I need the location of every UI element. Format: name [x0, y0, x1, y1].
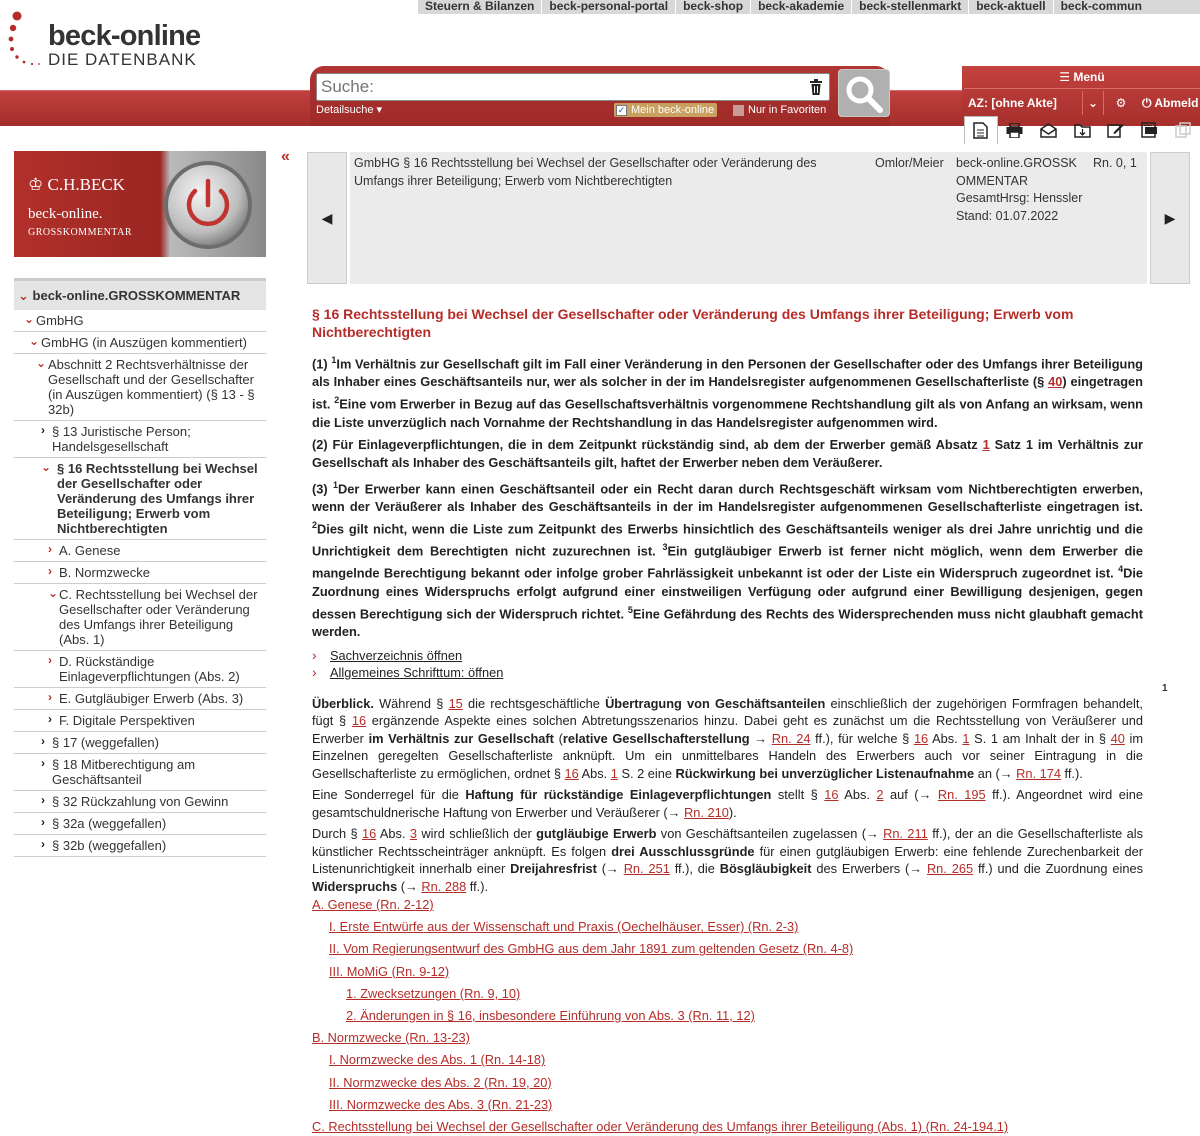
statute-sentence: Der Erwerber kann einen Geschäftsanteil oder ein Recht daran durch Rechtsgeschäft wirksam vom Nichtberechtigten erwerben, wenn der Veräußerer als Inhaber des Geschäftsanteils in der im Handelsregister aufgenommenen Gesellschafterliste eingetragen ist. [312, 480, 1143, 514]
text: ff.), der an die Gesellschafterliste als künstlicher Rechtsscheinträger anknüpft. Es folgen [312, 826, 1143, 859]
publisher-crest-icon: ♔ [28, 175, 44, 194]
rn-link[interactable]: Rn. 174 [1016, 765, 1061, 781]
detailsuche-toggle[interactable] [316, 103, 382, 116]
text: einschließlich der zugehörigen Formfragen behandelt, fügt § [312, 695, 1143, 729]
grosskommentar-banner[interactable] [14, 151, 266, 257]
chevron-down-icon: ⌄ [41, 460, 52, 474]
toc-link[interactable]: III. Normzwecke des Abs. 3 (Rn. 21-23) [329, 1096, 553, 1112]
sidebar-tree [14, 278, 266, 857]
triangle-left-icon: ◀ [321, 209, 333, 226]
record-title: GmbHG § 16 Rechtsstellung bei Wechsel der Gesellschafter oder Veränderung des Umfangs ihrer Beteiligung; Erwerb vom Nichtberechtigten [354, 156, 817, 188]
publisher-name: C.H.BECK [47, 175, 125, 194]
text: ). [728, 804, 737, 820]
norm-link[interactable]: 16 [913, 730, 929, 746]
sidebar-item-label: § 13 Juristische Person; Handelsgesellschaft [52, 424, 191, 454]
text-bold: Bösgläubigkeit [719, 861, 812, 877]
chevron-down-icon: ⌄ [36, 356, 47, 370]
text: (→ [596, 861, 624, 877]
text: ff.), für welche § [810, 730, 914, 746]
text-bold: relative Gesellschafterstellung [562, 730, 750, 746]
text: ( [553, 730, 563, 746]
text-bold: Rückwirkung bei unverzüglicher Listenaufnahme [675, 765, 975, 781]
toc-link[interactable]: B. Normzwecke (Rn. 13-23) [312, 1030, 470, 1046]
table-of-contents [312, 894, 1008, 1136]
chbeck-logo [28, 175, 125, 195]
sentence-number: 2 [312, 519, 318, 530]
text: ff.). Angeordnet wird eine gesamtschuldnerische Haftung von Erwerber und Veräußerer (→ [312, 787, 1143, 820]
checkbox-unchecked-icon [733, 105, 744, 116]
record-work-name: beck-online.GROSSKOMMENTAR [956, 156, 1077, 188]
chevron-right-icon: › [41, 756, 45, 770]
next-document-button[interactable] [1150, 152, 1190, 284]
record-work [956, 155, 1086, 225]
chevron-right-icon: › [48, 653, 52, 667]
chevron-right-icon: › [41, 815, 45, 829]
chevron-right-icon: › [41, 423, 45, 437]
toc-item[interactable] [312, 1094, 1008, 1116]
sidebar-item-label: D. Rückständige Einlageverpflichtungen (Abs. 2) [59, 654, 240, 684]
sidebar-item-digitale-perspektiven[interactable] [14, 710, 266, 732]
sentence-number: 2 [334, 395, 340, 406]
text-bold: Haftung für rückständige Einlageverpflichtungen [465, 787, 772, 803]
copy-icon[interactable] [1166, 116, 1200, 144]
rn-link[interactable]: Rn. 24 [771, 730, 811, 746]
norm-link[interactable]: 40 [1110, 730, 1125, 746]
statute-sentence: Eine vom Erwerber in Bezug auf das Gesellschaftsverhältnis vorgenommene Rechtshandlung gilt als von Anfang an wirksam, wenn die Liste unverzüglich nach Vornahme der Rechtshandlung in das Handelsregister aufgenommen wird. [312, 396, 1143, 430]
search-input[interactable] [321, 76, 801, 98]
sidebar-item-gmbhg-auszuege[interactable] [14, 332, 266, 354]
schrifttum-toggle[interactable] [312, 664, 1143, 681]
text: → [749, 730, 772, 746]
norm-link[interactable]: 16 [564, 765, 579, 781]
sidebar-item-abschnitt-2[interactable] [14, 354, 266, 421]
sidebar-item-label: E. Gutgläubiger Erwerb (Abs. 3) [59, 691, 244, 706]
toc-link[interactable]: II. Normzwecke des Abs. 2 (Rn. 19, 20) [329, 1074, 552, 1090]
toc-item[interactable] [312, 1072, 1008, 1094]
chevron-right-icon: › [48, 542, 52, 556]
topnav-link-shop[interactable]: beck-shop [675, 0, 750, 14]
toc-link[interactable]: III. MoMiG (Rn. 9-12) [329, 963, 450, 979]
text-bold: Überblick. [312, 695, 374, 711]
akte-bar [964, 91, 1200, 115]
brand-title: beck-online [48, 20, 201, 52]
toc-link[interactable]: 1. Zwecksetzungen (Rn. 9, 10) [346, 985, 521, 1001]
chevron-down-icon: ⌄ [24, 312, 35, 326]
sidebar-item-par-32b[interactable] [14, 835, 266, 857]
toc-item[interactable] [312, 938, 1008, 960]
text: Eine Sonderregel für die [312, 787, 466, 803]
statute-sentence: (2) Für Einlageverpflichtungen, die in dem Zeitpunkt rückständig sind, ab dem der Erwerber gemäß Absatz [312, 436, 983, 452]
text: ff.). [466, 878, 489, 894]
sidebar-item-par-13[interactable] [14, 421, 266, 458]
text: Abs. [838, 787, 877, 803]
sidebar-item-label: F. Digitale Perspektiven [59, 713, 195, 728]
toc-item[interactable] [312, 1116, 1008, 1136]
text: Durch § [312, 826, 362, 842]
sidebar-item-label: § 16 Rechtsstellung bei Wechsel der Gesellschafter oder Veränderung des Umfangs ihrer Beteiligung; Erwerb vom Nichtberechtigten [57, 461, 258, 536]
text-bold: Widerspruchs [312, 878, 398, 894]
text-bold: Dreijahresfrist [510, 861, 597, 877]
power-button-icon [162, 159, 254, 251]
sidebar-item-par-17[interactable] [14, 732, 266, 754]
norm-link[interactable]: 15 [448, 695, 463, 711]
akte-select[interactable]: AZ: [ohne Akte] [968, 96, 1057, 110]
document-toolbar [964, 116, 1200, 144]
commentary-text [312, 695, 1143, 896]
text: S. 2 eine [617, 765, 676, 781]
checkbox-checked-icon: ✓ [617, 104, 626, 115]
text: die rechtsgeschäftliche [462, 695, 606, 711]
toc-item[interactable] [312, 1049, 1008, 1071]
sachverzeichnis-toggle[interactable] [312, 647, 1143, 664]
sidebar-item-label: Abschnitt 2 Rechtsverhältnisse der Gesellschaft und der Gesellschafter (in Auszügen kommentiert) (§ 13 - § 32b) [48, 357, 255, 417]
norm-link[interactable]: 16 [824, 787, 839, 803]
favoriten-label: Nur in Favoriten [748, 104, 827, 116]
rn-link[interactable]: Rn. 195 [937, 787, 986, 803]
norm-link[interactable]: 2 [876, 787, 884, 803]
text: (→ [397, 878, 422, 894]
norm-link[interactable]: 1 [610, 765, 618, 781]
toc-item[interactable] [312, 916, 1008, 938]
sidebar-item-label: § 18 Mitberechtigung am Geschäftsanteil [52, 757, 196, 787]
document-icon[interactable] [964, 116, 998, 144]
sidebar-item-par-32[interactable] [14, 791, 266, 813]
topnav-link-community[interactable]: beck-commun [1053, 0, 1149, 14]
topnav-link-personal-portal[interactable]: beck-personal-portal [541, 0, 675, 14]
text: S. 1 am Inhalt der in § [969, 730, 1111, 746]
sidebar-heading-label: beck-online.GROSSKOMMENTAR [32, 288, 241, 303]
norm-link[interactable]: 40 [1048, 374, 1063, 390]
text: für einen gutgläubigen Erwerb: eine fehlende Zurechenbarkeit der Listenunrichtigkeit innerhalb einer [312, 843, 1143, 877]
collapse-sidebar-icon[interactable]: « [281, 148, 290, 165]
statute-sentence: Eine Gefährdung des Rechts des Widersprechenden muss nicht glaubhaft gemacht werden. [312, 605, 1143, 639]
text: ff.), die [669, 861, 720, 877]
text: stellt § [771, 787, 825, 803]
text: Abs. [928, 730, 963, 746]
favoriten-checkbox[interactable] [731, 103, 829, 117]
record-rn: Rn. 0, 1 [1093, 156, 1137, 170]
text-bold: im Verhältnis zur Gesellschaft [368, 730, 554, 746]
chevron-right-icon: › [41, 793, 45, 807]
topnav-link-steuern[interactable]: Steuern & Bilanzen [425, 0, 535, 13]
logout-button[interactable] [1138, 91, 1198, 115]
sidebar-item-label: GmbHG [36, 313, 84, 328]
mein-beck-online-label: Mein beck-online [631, 104, 715, 116]
statute-abs-2 [312, 436, 1143, 472]
chevron-right-icon: › [41, 837, 45, 851]
text-bold: gutgläubige Erwerb [536, 826, 657, 842]
sentence-number: 1 [333, 479, 339, 490]
norm-link[interactable]: 3 [409, 826, 417, 842]
text: Abs. [376, 826, 410, 842]
sidebar-item-gutglaeubiger-erwerb[interactable] [14, 688, 266, 710]
statute-sentence: Satz 1 im Verhältnis zur Gesellschaft als Inhaber des Geschäftsanteils gilt, haftet der Erwerber neben dem Veräußerer. [312, 436, 1143, 470]
statute-sentence: Im Verhältnis zur Gesellschaft gilt im Fall einer Veränderung in den Personen der Gesellschafter oder des Umfangs ihrer Beteiligung als Inhaber eines Geschäftsanteils nur, wer als solcher in der im Handelsregister aufgenommenen Gesellschafterliste (§ [312, 356, 1143, 390]
edit-note-icon[interactable] [1099, 116, 1133, 144]
section-toggles [312, 647, 1143, 681]
trash-icon[interactable] [809, 79, 823, 95]
toggle-label: Allgemeines Schrifttum: öffnen [330, 664, 504, 680]
chevron-right-icon: › [312, 647, 317, 664]
search-button[interactable] [838, 69, 890, 117]
hamburger-icon: ☰ [1059, 70, 1071, 84]
detailsuche-label: Detailsuche [316, 104, 374, 116]
text: ff.) und die Zuordnung eines [973, 861, 1143, 877]
toc-link[interactable]: C. Rechtsstellung bei Wechsel der Gesellschafter oder Veränderung des Umfangs ihrer Beteiligung (Abs. 1) (Rn. 24-194.1) [312, 1119, 1009, 1135]
text-bold: drei Ausschlussgründe [611, 843, 755, 859]
text: auf (→ [883, 787, 938, 803]
rn-link[interactable]: Rn. 265 [926, 861, 974, 877]
statute-abs-1 [312, 351, 1143, 432]
chevron-down-icon: ⌄ [18, 288, 29, 303]
sidebar-item-label: § 32 Rückzahlung von Gewinn [52, 794, 229, 809]
topnav-link-aktuell[interactable]: beck-aktuell [968, 0, 1052, 14]
logout-icon: ⏻ [1142, 96, 1152, 110]
text: von Geschäftsanteilen zugelassen (→ [656, 826, 884, 842]
sidebar-item-par-18[interactable] [14, 754, 266, 791]
text: Abs. [578, 765, 611, 781]
text: wird schließlich der [417, 826, 537, 842]
text: im Einzelnen geregelten Gesellschafterliste anknüpft. Um ein unmittelbares Handeln des Erwerbers auch vor seiner Eintragung in die Gesellschafterliste zu ermöglichen, ordnet § [312, 730, 1143, 781]
text-bold: Übertragung von Geschäftsanteilen [605, 695, 826, 711]
export-icon[interactable] [1133, 116, 1167, 144]
chevron-down-icon[interactable]: ⌄ [1082, 91, 1104, 115]
document-record-header [307, 152, 1190, 284]
top-nav [418, 0, 1200, 14]
statute-sentence: ) eingetragen ist. [312, 374, 1143, 412]
commentary-paragraph [312, 786, 1143, 821]
norm-link[interactable]: 16 [351, 713, 367, 729]
margin-number: 1 [1162, 683, 1168, 694]
record-metadata [350, 152, 1147, 284]
rn-link[interactable]: Rn. 211 [883, 826, 928, 842]
statute-abs-3 [312, 476, 1143, 641]
brand-subtitle: DIE DATENBANK [48, 50, 197, 69]
sidebar-item-par-16[interactable] [14, 458, 266, 540]
norm-link[interactable]: 1 [982, 436, 990, 452]
beck-online-logo[interactable] [8, 8, 208, 68]
chevron-right-icon: › [48, 712, 52, 726]
sidebar-item-einlageverpflichtungen[interactable] [14, 651, 266, 688]
toc-link[interactable]: I. Erste Entwürfe aus der Wissenschaft und Praxis (Oechelhäuser, Esser) (Rn. 2-3) [329, 919, 799, 935]
sidebar-item-label: GmbHG (in Auszügen kommentiert) [41, 335, 247, 350]
rn-link[interactable]: Rn. 288 [421, 878, 467, 894]
toc-item[interactable] [312, 983, 1008, 1005]
folder-icon[interactable] [1065, 116, 1099, 144]
sidebar-item-normzwecke[interactable] [14, 562, 266, 584]
topnav-link-akademie[interactable]: beck-akademie [750, 0, 851, 14]
mein-beck-online-checkbox[interactable] [614, 103, 717, 117]
statute-sentence: Dies gilt nicht, wenn die Liste zum Zeitpunkt des Erwerbs hinsichtlich des Geschäftsanteils weniger als drei Jahre unrichtig und die Unrichtigkeit dem Berechtigten nicht zuzurechnen ist. [312, 521, 1143, 559]
sentence-number: 4 [1118, 564, 1124, 575]
sidebar-item-gmbhg[interactable] [14, 310, 266, 332]
sentence-number: 3 [662, 542, 668, 553]
text: ergänzende Aspekte eines solchen Abtretungsszenarios hinzu. Dabei geht es zunächst um die Rechtsstellung von Veräußerer und Erwerber [312, 713, 1143, 746]
banner-line-1: beck-online. [28, 206, 103, 222]
chevron-right-icon: › [312, 664, 317, 681]
sentence-number: 1 [331, 355, 337, 365]
chevron-down-icon: ▾ [376, 104, 383, 116]
text: Während § [373, 695, 449, 711]
toggle-label: Sachverzeichnis öffnen [330, 647, 463, 663]
sidebar-item-label: § 32a (weggefallen) [52, 816, 167, 831]
triangle-right-icon: ▶ [1164, 209, 1176, 226]
menu-label: Menü [1073, 70, 1105, 84]
sidebar-heading[interactable] [14, 278, 266, 310]
logo-mark-icon [8, 8, 50, 66]
chevron-down-icon: ⌄ [29, 334, 40, 348]
logout-label: Abmeld [1154, 96, 1199, 110]
sidebar-item-label: § 17 (weggefallen) [52, 735, 159, 750]
rn-link[interactable]: Rn. 210 [684, 804, 729, 820]
rn-link[interactable]: Rn. 251 [623, 861, 670, 877]
text: des Erwerbers (→ [811, 861, 927, 877]
toc-link[interactable]: II. Vom Regierungsentwurf des GmbHG aus dem Jahr 1891 zum geltenden Gesetz (Rn. 4-8) [329, 941, 854, 957]
record-stand: Stand: 01.07.2022 [956, 208, 1059, 223]
chevron-right-icon: › [48, 564, 52, 578]
text: an (→ [974, 765, 1017, 781]
topnav-link-stellenmarkt[interactable]: beck-stellenmarkt [851, 0, 968, 14]
text: ff.). [1060, 765, 1083, 781]
mail-icon[interactable] [1032, 116, 1066, 144]
record-editor: GesamtHrsg: Henssler [956, 191, 1083, 205]
toc-item[interactable] [312, 894, 1008, 916]
sidebar-item-label: B. Normzwecke [59, 565, 151, 580]
norm-link[interactable]: 16 [362, 826, 377, 842]
sidebar-item-genese[interactable] [14, 540, 266, 562]
sidebar-item-rechtsstellung[interactable] [14, 584, 266, 651]
sidebar-item-label: A. Genese [59, 543, 121, 558]
chevron-right-icon: › [48, 690, 52, 704]
toc-item[interactable] [312, 1027, 1008, 1049]
toc-link[interactable]: 2. Änderungen in § 16, insbesondere Einführung von Abs. 3 (Rn. 11, 12) [346, 1008, 755, 1024]
toc-item[interactable] [312, 961, 1008, 983]
abs-number: (3) [312, 480, 334, 496]
sidebar-item-label: C. Rechtsstellung bei Wechsel der Gesellschafter oder Veränderung des Umfangs ihrer Beteiligung (Abs. 1) [59, 587, 258, 647]
chevron-down-icon: ⌄ [48, 586, 59, 600]
toc-item[interactable] [312, 1005, 1008, 1027]
commentary-paragraph [312, 695, 1143, 783]
record-authors: Omlor/Meier [875, 156, 944, 170]
toc-link[interactable]: I. Normzwecke des Abs. 1 (Rn. 14-18) [329, 1052, 546, 1068]
statute-sentence: Die Zuordnung eines Widerspruchs erfolgt aufgrund einer einstweiligen Verfügung oder aufgrund einer Bewilligung desjenigen, gegen dessen Berechtigung sich der Widerspruch richtet. [312, 565, 1143, 621]
chevron-right-icon: › [41, 734, 45, 748]
statute-sentence: Ein gutgläubiger Erwerb ist ferner nicht möglich, wenn dem Erwerber die mangelnde Berechtigung bekannt oder infolge grober Fahrlässigkeit unbekannt ist oder der Liste ein Widerspruch zugeordnet ist. [312, 543, 1143, 581]
sidebar-item-par-32a[interactable] [14, 813, 266, 835]
commentary-paragraph [312, 825, 1143, 895]
print-icon[interactable] [998, 116, 1032, 144]
document-heading: § 16 Rechtsstellung bei Wechsel der Gesellschafter oder Veränderung des Umfangs ihrer Beteiligung; Erwerb vom Nichtberechtigten [312, 306, 1074, 340]
settings-icon[interactable]: ⚙ [1115, 96, 1127, 110]
search-box [316, 73, 830, 101]
norm-link[interactable]: 1 [962, 730, 970, 746]
sentence-number: 5 [627, 604, 633, 615]
sidebar-item-label: § 32b (weggefallen) [52, 838, 167, 853]
abs-number: (1) [312, 356, 332, 372]
toc-link[interactable]: A. Genese (Rn. 2-12) [312, 897, 434, 912]
menu-button[interactable] [964, 67, 1200, 89]
statute-text [312, 351, 1143, 641]
previous-document-button[interactable] [307, 152, 347, 284]
document-content [312, 306, 1143, 899]
banner-line-2: GROSSKOMMENTAR [28, 227, 132, 238]
